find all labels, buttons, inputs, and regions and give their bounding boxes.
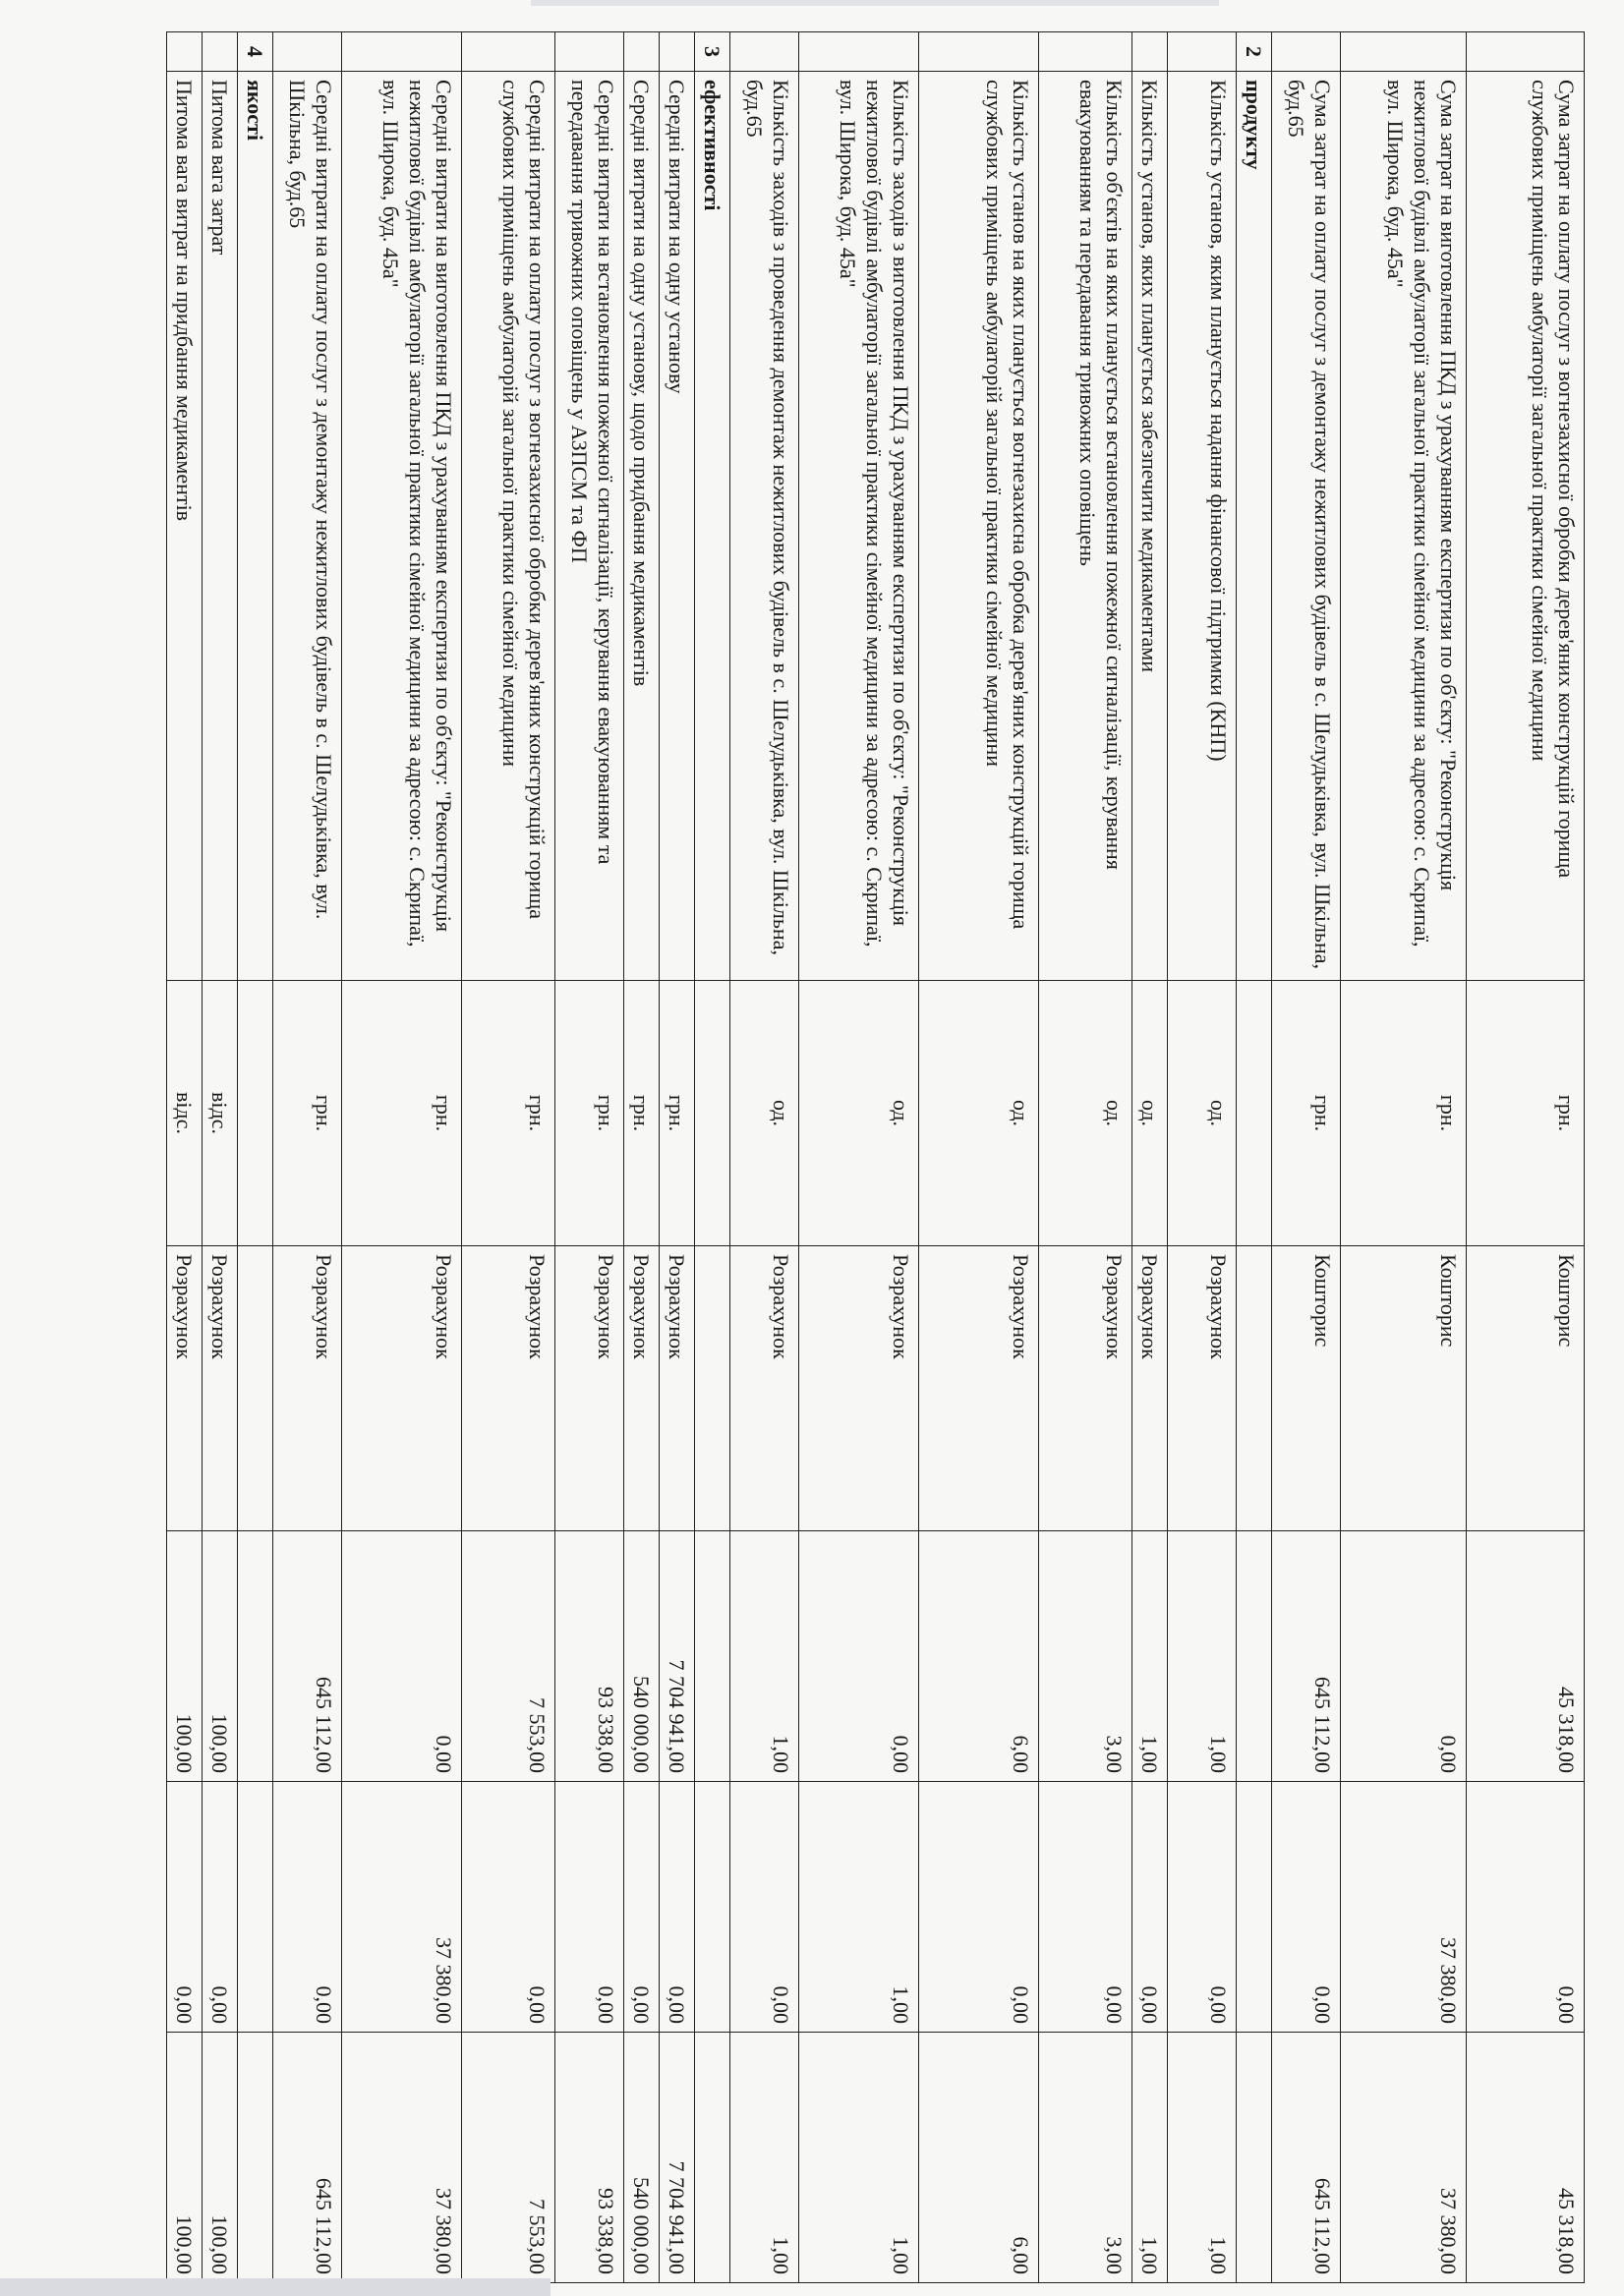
value-general-fund-cell: 93 338,00 [555,1531,624,1782]
value-total-cell: 100,00 [167,2033,203,2283]
indicator-name-cell: Кількість об'єктів на яких планується встановлення пожежної сигналізації, керування евакуюванням та передавання тривожних оповіщень [1039,72,1132,981]
value-general-fund-cell: 3,00 [1039,1531,1132,1782]
value-general-fund-cell: 0,00 [342,1531,462,1782]
indicator-name-cell: продукту [1237,72,1272,981]
value-total-cell: 7 553,00 [462,2033,555,2283]
unit-cell: грн. [1272,981,1341,1246]
value-special-fund-cell: 0,00 [919,1782,1039,2033]
table-row [1467,32,1585,2283]
value-special-fund-cell: 0,00 [167,1782,203,2033]
row-number-cell [1039,32,1132,72]
source-cell: Розрахунок [167,1246,203,1531]
unit-cell [1237,981,1272,1246]
row-number-cell [203,32,238,72]
source-cell: Кошторис [1341,1246,1467,1531]
row-number-cell [624,32,660,72]
source-cell: Розрахунок [624,1246,660,1531]
source-cell: Розрахунок [1168,1246,1237,1531]
unit-cell: грн. [1341,981,1467,1246]
row-number-cell [1132,32,1168,72]
value-special-fund-cell: 0,00 [730,1782,799,2033]
value-special-fund-cell: 37 380,00 [1341,1782,1467,2033]
unit-cell: грн. [624,981,660,1246]
table-row [203,32,238,2283]
indicator-name-cell: Середні витрати на встановлення пожежної сигналізації, керування евакуюванням та передавання тривожних оповіщень у АЗПСМ та ФП [555,72,624,981]
scan-edge-mark [531,0,1219,6]
row-number-cell: 2 [1237,32,1272,72]
value-special-fund-cell: 0,00 [203,1782,238,2033]
row-number-cell: 4 [238,32,273,72]
table-row [462,32,555,2283]
indicator-name-cell: Середні витрати на одну установу [660,72,695,981]
unit-cell: од. [799,981,919,1246]
row-number-cell [1467,32,1585,72]
value-special-fund-cell: 0,00 [1168,1782,1237,2033]
table-row [1039,32,1132,2283]
table-row [624,32,660,2283]
indicator-name-cell: Питома вага витрат на придбання медикаментів [167,72,203,981]
source-cell: Розрахунок [342,1246,462,1531]
unit-cell: од. [1039,981,1132,1246]
value-general-fund-cell: 645 112,00 [273,1531,342,1782]
value-general-fund-cell: 6,00 [919,1531,1039,1782]
section-header-row [1237,32,1272,2283]
value-special-fund-cell: 0,00 [1272,1782,1341,2033]
indicator-name-cell: Сума затрат на виготовлення ПКД з урахуванням експертизи по об'єкту: "Реконструкція нежитлової будівлі амбулаторії загальної практики сімейної медицини за адресою: с. Скрипаї, вул. Широка, буд. 45а" [1341,72,1467,981]
row-number-cell [342,32,462,72]
value-total-cell: 45 318,00 [1467,2033,1585,2283]
table-row [919,32,1039,2283]
source-cell [1237,1246,1272,1531]
indicator-name-cell: Середні витрати на оплату послуг з вогнезахисної обробки дерев'яних конструкцій горища службових приміщень амбулаторій загальної практики сімейної медицини [462,72,555,981]
unit-cell: од. [1168,981,1237,1246]
value-general-fund-cell: 0,00 [1341,1531,1467,1782]
indicator-name-cell: Кількість установ на яких планується вогнезахисна обробка дерев'яних конструкцій горища службових приміщень амбулаторій загальної практики сімейної медицини [919,72,1039,981]
indicator-name-cell: ефективності [695,72,730,981]
section-header-row [695,32,730,2283]
value-total-cell: 3,00 [1039,2033,1132,2283]
row-number-cell [799,32,919,72]
table-row [730,32,799,2283]
row-number-cell [1341,32,1467,72]
source-cell: Розрахунок [1039,1246,1132,1531]
table-row [342,32,462,2283]
value-total-cell: 6,00 [919,2033,1039,2283]
value-special-fund-cell: 0,00 [555,1782,624,2033]
value-total-cell: 7 704 941,00 [660,2033,695,2283]
row-number-cell [273,32,342,72]
value-general-fund-cell: 7 553,00 [462,1531,555,1782]
value-total-cell: 37 380,00 [1341,2033,1467,2283]
source-cell: Розрахунок [462,1246,555,1531]
source-cell: Розрахунок [203,1246,238,1531]
value-special-fund-cell [238,1782,273,2033]
unit-cell: грн. [660,981,695,1246]
table-row [660,32,695,2283]
unit-cell: грн. [462,981,555,1246]
unit-cell: грн. [342,981,462,1246]
source-cell: Розрахунок [799,1246,919,1531]
value-total-cell: 1,00 [799,2033,919,2283]
value-general-fund-cell: 7 704 941,00 [660,1531,695,1782]
row-number-cell [167,32,203,72]
unit-cell: од. [919,981,1039,1246]
value-general-fund-cell: 45 318,00 [1467,1531,1585,1782]
unit-cell [238,981,273,1246]
value-total-cell [1237,2033,1272,2283]
value-total-cell [695,2033,730,2283]
value-special-fund-cell: 0,00 [273,1782,342,2033]
indicator-name-cell: якості [238,72,273,981]
indicator-name-cell: Кількість установ, яким планується надання фінансової підтримки (КНП) [1168,72,1237,981]
value-general-fund-cell: 0,00 [799,1531,919,1782]
source-cell: Кошторис [1467,1246,1585,1531]
unit-cell: відс. [203,981,238,1246]
source-cell: Розрахунок [730,1246,799,1531]
value-special-fund-cell: 0,00 [624,1782,660,2033]
value-total-cell: 1,00 [1132,2033,1168,2283]
section-header-row [238,32,273,2283]
value-total-cell [238,2033,273,2283]
source-cell [238,1246,273,1531]
row-number-cell [1272,32,1341,72]
value-general-fund-cell [1237,1531,1272,1782]
table-body [167,32,1585,2283]
value-special-fund-cell [1237,1782,1272,2033]
indicator-name-cell: Кількість заходів з проведення демонтаж нежитлових будівель в с. Шелудьківка, вул. Шкільна, буд.65 [730,72,799,981]
value-special-fund-cell: 1,00 [799,1782,919,2033]
row-number-cell [462,32,555,72]
table-row [1272,32,1341,2283]
indicator-name-cell: Середні витрати на одну установу, щодо придбання медикаментів [624,72,660,981]
value-special-fund-cell: 0,00 [660,1782,695,2033]
source-cell: Розрахунок [660,1246,695,1531]
source-cell: Розрахунок [919,1246,1039,1531]
row-number-cell [919,32,1039,72]
table-row [167,32,203,2283]
value-total-cell: 93 338,00 [555,2033,624,2283]
value-general-fund-cell: 100,00 [167,1531,203,1782]
unit-cell: відс. [167,981,203,1246]
indicator-name-cell: Кількість установ, яких планується забезпечити медикаментами [1132,72,1168,981]
value-general-fund-cell: 540 000,00 [624,1531,660,1782]
scan-edge-bar [0,2278,551,2296]
indicator-name-cell: Кількість заходів з виготовлення ПКД з урахуванням експертизи по об'єкту: "Реконструкція нежитлової будівлі амбулаторії загальної практики сімейної медицини за адресою: с. Скрипаї, вул. Широка, буд. 45а" [799,72,919,981]
value-total-cell: 645 112,00 [1272,2033,1341,2283]
source-cell [695,1246,730,1531]
source-cell: Розрахунок [273,1246,342,1531]
table-row [1341,32,1467,2283]
indicator-name-cell: Питома вага затрат [203,72,238,981]
unit-cell: грн. [1467,981,1585,1246]
value-general-fund-cell: 645 112,00 [1272,1531,1341,1782]
value-special-fund-cell: 0,00 [1039,1782,1132,2033]
value-total-cell: 37 380,00 [342,2033,462,2283]
value-total-cell: 645 112,00 [273,2033,342,2283]
indicator-name-cell: Середні витрати на оплату послуг з демонтажу нежитлових будівель в с. Шелудьківка, вул. Шкільна, буд.65 [273,72,342,981]
value-total-cell: 540 000,00 [624,2033,660,2283]
indicator-name-cell: Середні витрати на виготовлення ПКД з урахуванням експертизи по об'єкту: "Реконструкція нежитлової будівлі амбулаторії загальної практики сімейної медицини за адресою: с. Скрипаї, вул. Широка, буд. 45а" [342,72,462,981]
value-total-cell: 1,00 [1168,2033,1237,2283]
table-row [1132,32,1168,2283]
value-general-fund-cell [238,1531,273,1782]
value-total-cell: 1,00 [730,2033,799,2283]
budget-indicators-table [166,31,1585,2283]
value-special-fund-cell [695,1782,730,2033]
table-row [799,32,919,2283]
table-row [1168,32,1237,2283]
rotated-table-container [166,31,1585,2282]
source-cell: Розрахунок [1132,1246,1168,1531]
value-total-cell: 100,00 [203,2033,238,2283]
unit-cell: грн. [273,981,342,1246]
indicator-name-cell: Сума затрат на оплату послуг з вогнезахисної обробки дерев'яних конструкцій горища службових приміщень амбулаторії загальної практики сімейної медицини [1467,72,1585,981]
row-number-cell [1168,32,1237,72]
row-number-cell [660,32,695,72]
table-row [555,32,624,2283]
value-special-fund-cell: 37 380,00 [342,1782,462,2033]
source-cell: Кошторис [1272,1246,1341,1531]
value-special-fund-cell: 0,00 [462,1782,555,2033]
value-general-fund-cell: 100,00 [203,1531,238,1782]
source-cell: Розрахунок [555,1246,624,1531]
value-general-fund-cell: 1,00 [1132,1531,1168,1782]
value-general-fund-cell: 1,00 [1168,1531,1237,1782]
row-number-cell [730,32,799,72]
indicator-name-cell: Сума затрат на оплату послуг з демонтажу нежитлових будівель в с. Шелудьківка, вул. Шкільна, буд.65 [1272,72,1341,981]
row-number-cell [555,32,624,72]
row-number-cell: 3 [695,32,730,72]
unit-cell: од. [730,981,799,1246]
value-general-fund-cell: 1,00 [730,1531,799,1782]
unit-cell [695,981,730,1246]
value-special-fund-cell: 0,00 [1467,1782,1585,2033]
value-general-fund-cell [695,1531,730,1782]
unit-cell: од. [1132,981,1168,1246]
table-row [273,32,342,2283]
unit-cell: грн. [555,981,624,1246]
value-special-fund-cell: 0,00 [1132,1782,1168,2033]
